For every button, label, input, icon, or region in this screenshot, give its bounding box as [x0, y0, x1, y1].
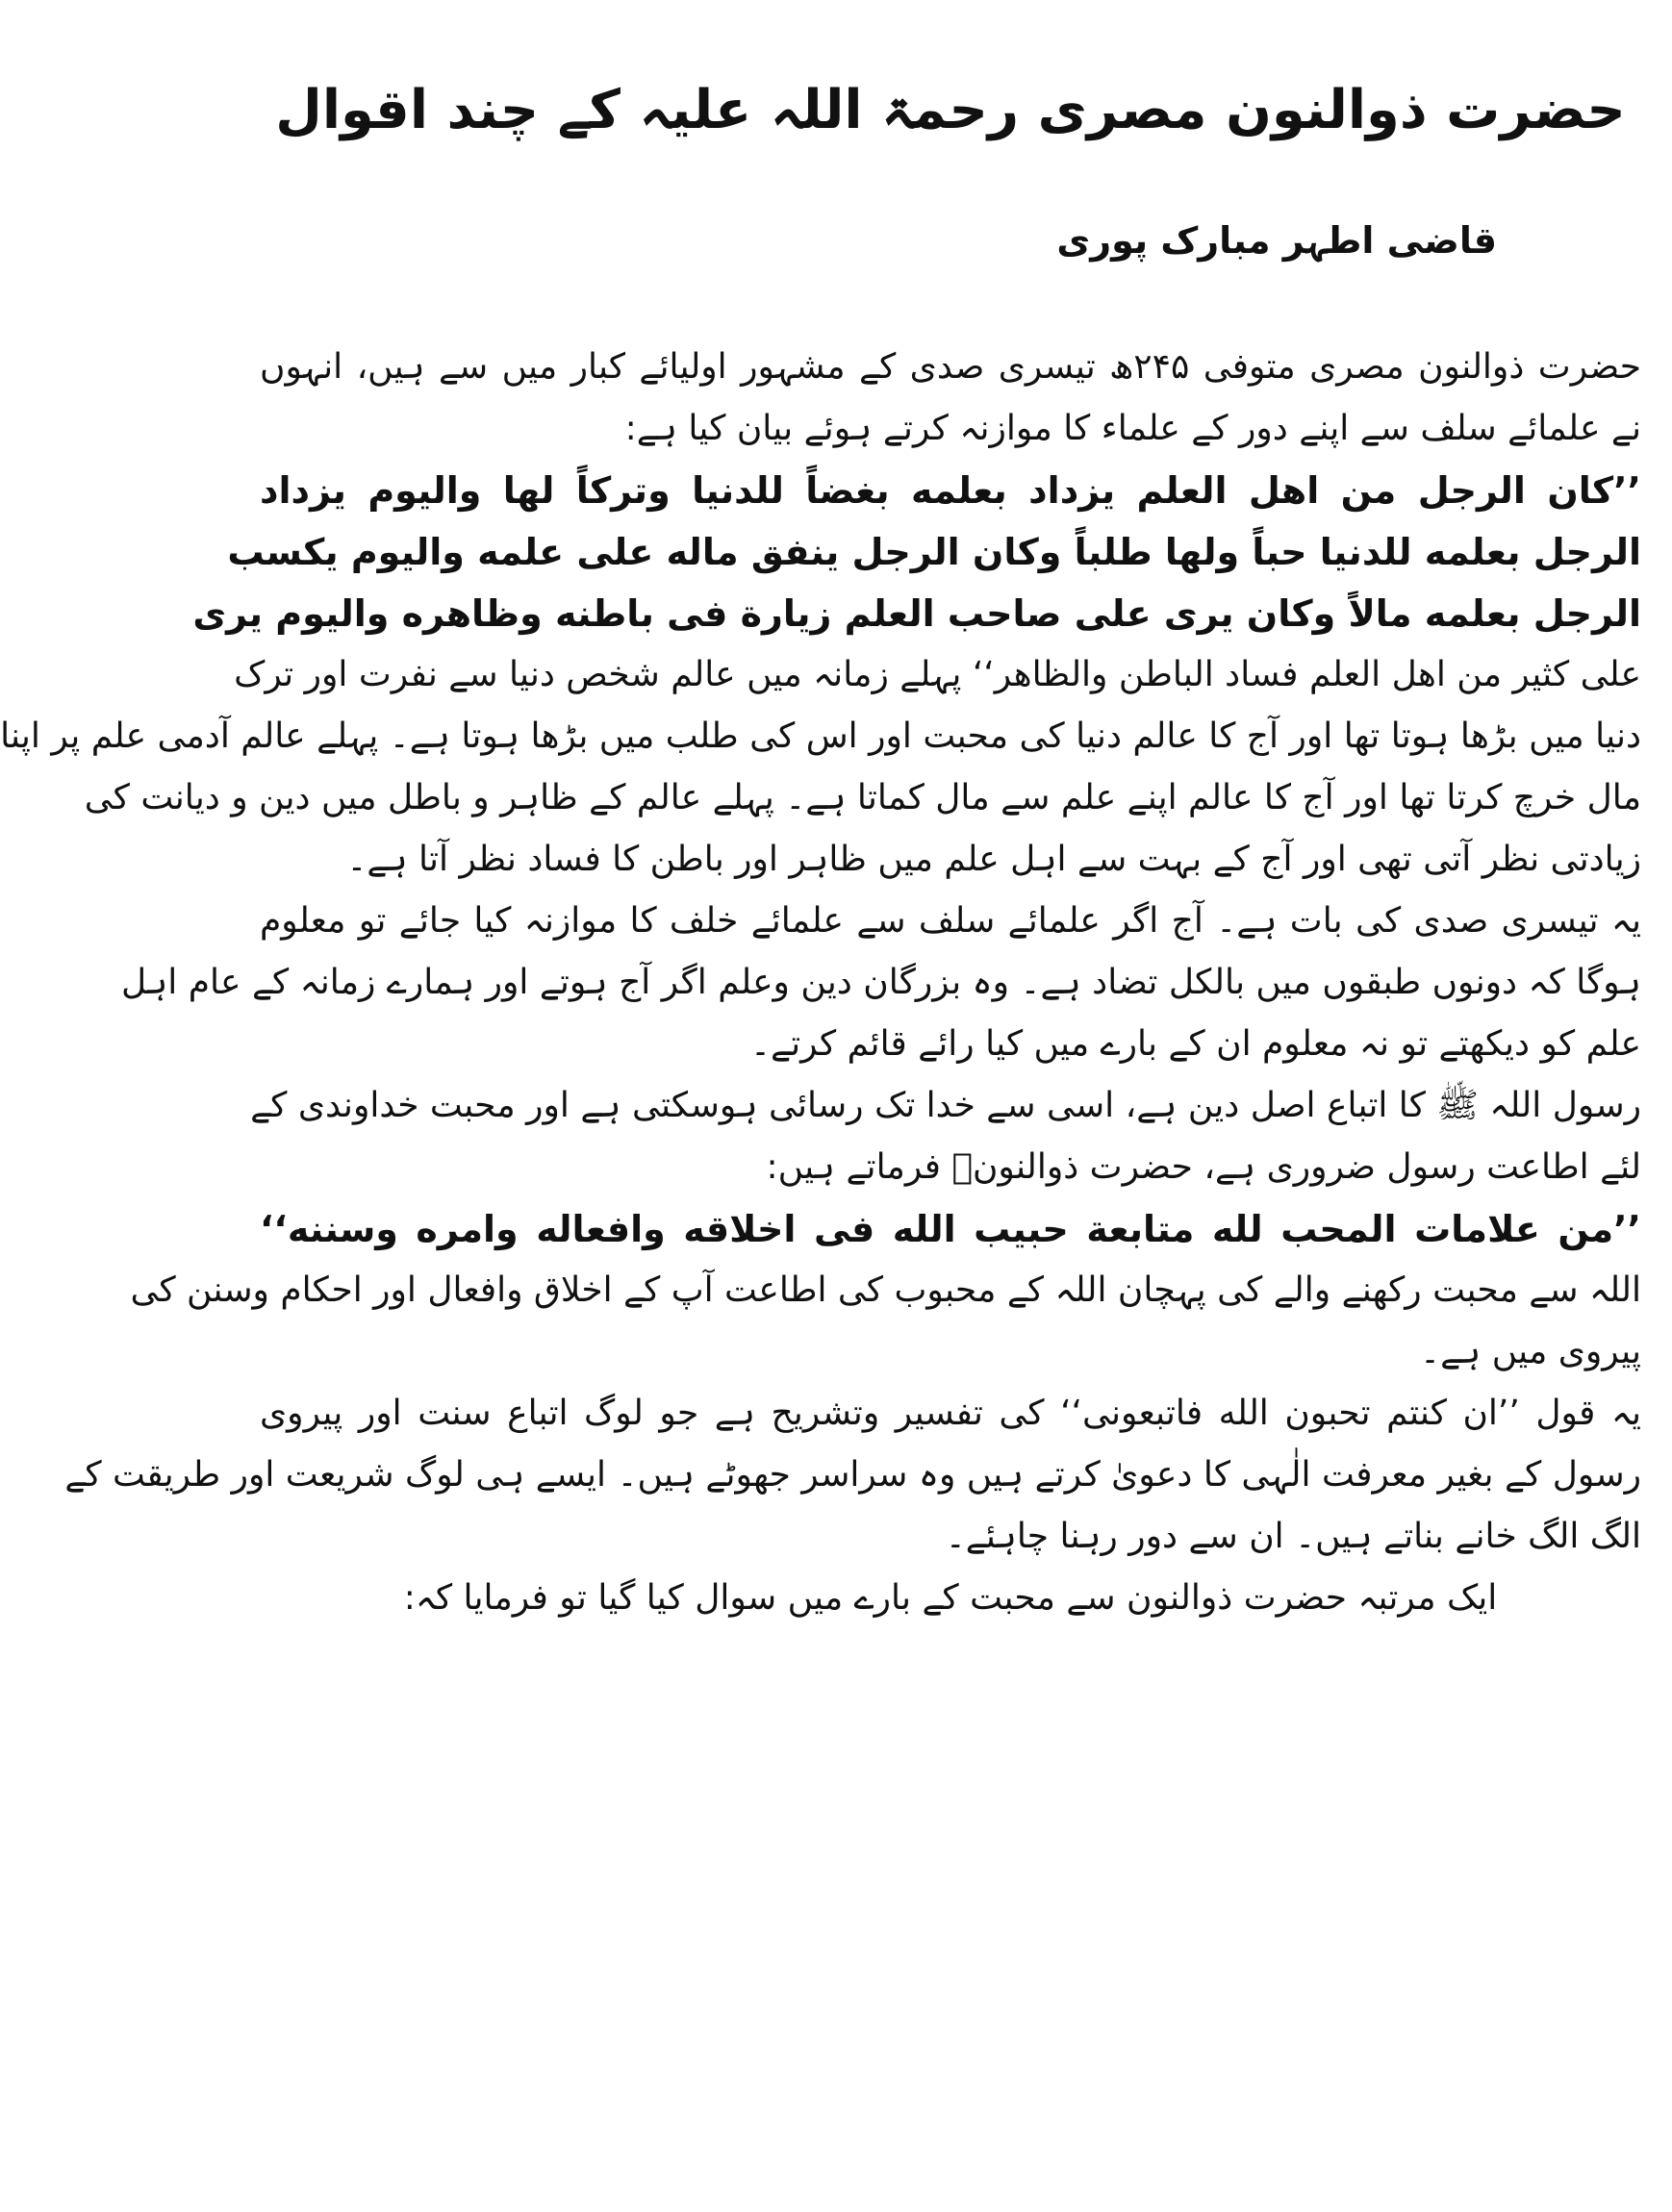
text-line: اللہ سے محبت رکھنے والے کی پہچان اللہ کے محبوب کی اطاعت آپ کے اخلاق وافعال اور احکام وسنن کی	[130, 1270, 1641, 1310]
text-line: نے علمائے سلف سے اپنے دور کے علماء کا موازنہ کرتے ہوئے بیان کیا ہے:	[624, 409, 1641, 448]
text-line: الگ الگ خانے بناتے ہیں۔ ان سے دور رہنا چاہئے۔	[945, 1517, 1641, 1556]
paragraph	[260, 337, 1641, 460]
text-line: لئے اطاعت رسول ضروری ہے، حضرت ذوالنونؒ فرماتے ہیں:	[766, 1147, 1641, 1187]
arabic-quote-line: الرجل بعلمه مالاً وکان یری علی صاحب العلم زیارة فی باطنه وظاهره والیوم یری	[192, 592, 1641, 635]
article-body	[0, 337, 1641, 1629]
text-line: رسول اللہ ﷺ کا اتباع اصل دین ہے، اسی سے خدا تک رسائی ہوسکتی ہے اور محبت خداوندی کے	[250, 1086, 1641, 1125]
text-line: یہ قول ’’ان کنتم تحبون الله فاتبعونی‘‘ کی تفسیر وتشریح ہے جو لوگ اتباع سنت اور پیروی	[260, 1394, 1641, 1433]
arabic-quote-line: ’’من علامات المحب لله متابعة حبيب الله فی اخلاقه وافعاله وامره وسننه‘‘	[260, 1208, 1641, 1250]
text-line: زیادتی نظر آتی تھی اور آج کے بہت سے اہل علم میں ظاہر اور باطن کا فساد نظر آتا ہے۔	[346, 840, 1641, 879]
text-line: پیروی میں ہے۔	[1419, 1332, 1641, 1371]
paragraph	[64, 1383, 1641, 1568]
paragraph	[130, 1198, 1641, 1383]
arabic-quote-line: ’’کان الرجل من اهل العلم یزداد بعلمه بغضاً للدنیا وترکاً لها والیوم یزداد	[260, 469, 1641, 512]
article-title: حضرت ذوالنون مصری رحمۃ اللہ علیہ کے چند اقوال	[275, 79, 1626, 141]
paragraph	[120, 891, 1641, 1075]
text-line: مال خرچ کرتا تھا اور آج کا عالم اپنے علم سے مال کماتا ہے۔ پہلے عالم کے ظاہر و باطل میں دین و دیانت کی	[84, 778, 1641, 817]
text-line: حضرت ذوالنون مصری متوفی ۲۴۵ھ تیسری صدی کے مشہور اولیائے کبار میں سے ہیں، انہوں	[260, 347, 1641, 387]
text-line: دنیا میں بڑھا ہوتا تھا اور آج کا عالم دنیا کی محبت اور اس کی طلب میں بڑھا ہوتا ہے۔ پہلے عالم آدمی علم پر اپنا	[0, 716, 1641, 756]
text-line: ہوگا کہ دونوں طبقوں میں بالکل تضاد ہے۔ وہ بزرگان دین وعلم اگر آج ہوتے اور ہمارے زمانہ کے عام اہل	[120, 963, 1641, 1002]
text-line: یہ تیسری صدی کی بات ہے۔ آج اگر علمائے سلف سے علمائے خلف کا موازنہ کیا جائے تو معلوم	[260, 901, 1641, 941]
paragraph	[250, 1075, 1641, 1198]
text-line: علم کو دیکھتے تو نہ معلوم ان کے بارے میں کیا رائے قائم کرتے۔	[749, 1024, 1641, 1064]
arabic-quote-line: الرجل بعلمه للدنیا حباً ولها طلباً وکان الرجل ینفق ماله علی علمه والیوم یکسب	[227, 531, 1641, 573]
text-line: علی کثیر من اهل العلم فساد الباطن والظاهر‘‘ پہلے زمانہ میں عالم شخص دنیا سے نفرت اور ترک	[234, 655, 1641, 694]
text-line: رسول کے بغیر معرفت الٰہی کا دعویٰ کرتے ہیں وہ سراسر جھوٹے ہیں۔ ایسے ہی لوگ شریعت اور طریقت کے	[64, 1455, 1641, 1495]
text-line: ایک مرتبہ حضرت ذوالنون سے محبت کے بارے میں سوال کیا گیا تو فرمایا کہ:	[403, 1578, 1498, 1618]
paragraph	[0, 460, 1641, 891]
author-name: قاضی اطہر مبارک پوری	[1056, 219, 1497, 262]
paragraph	[260, 1568, 1641, 1629]
